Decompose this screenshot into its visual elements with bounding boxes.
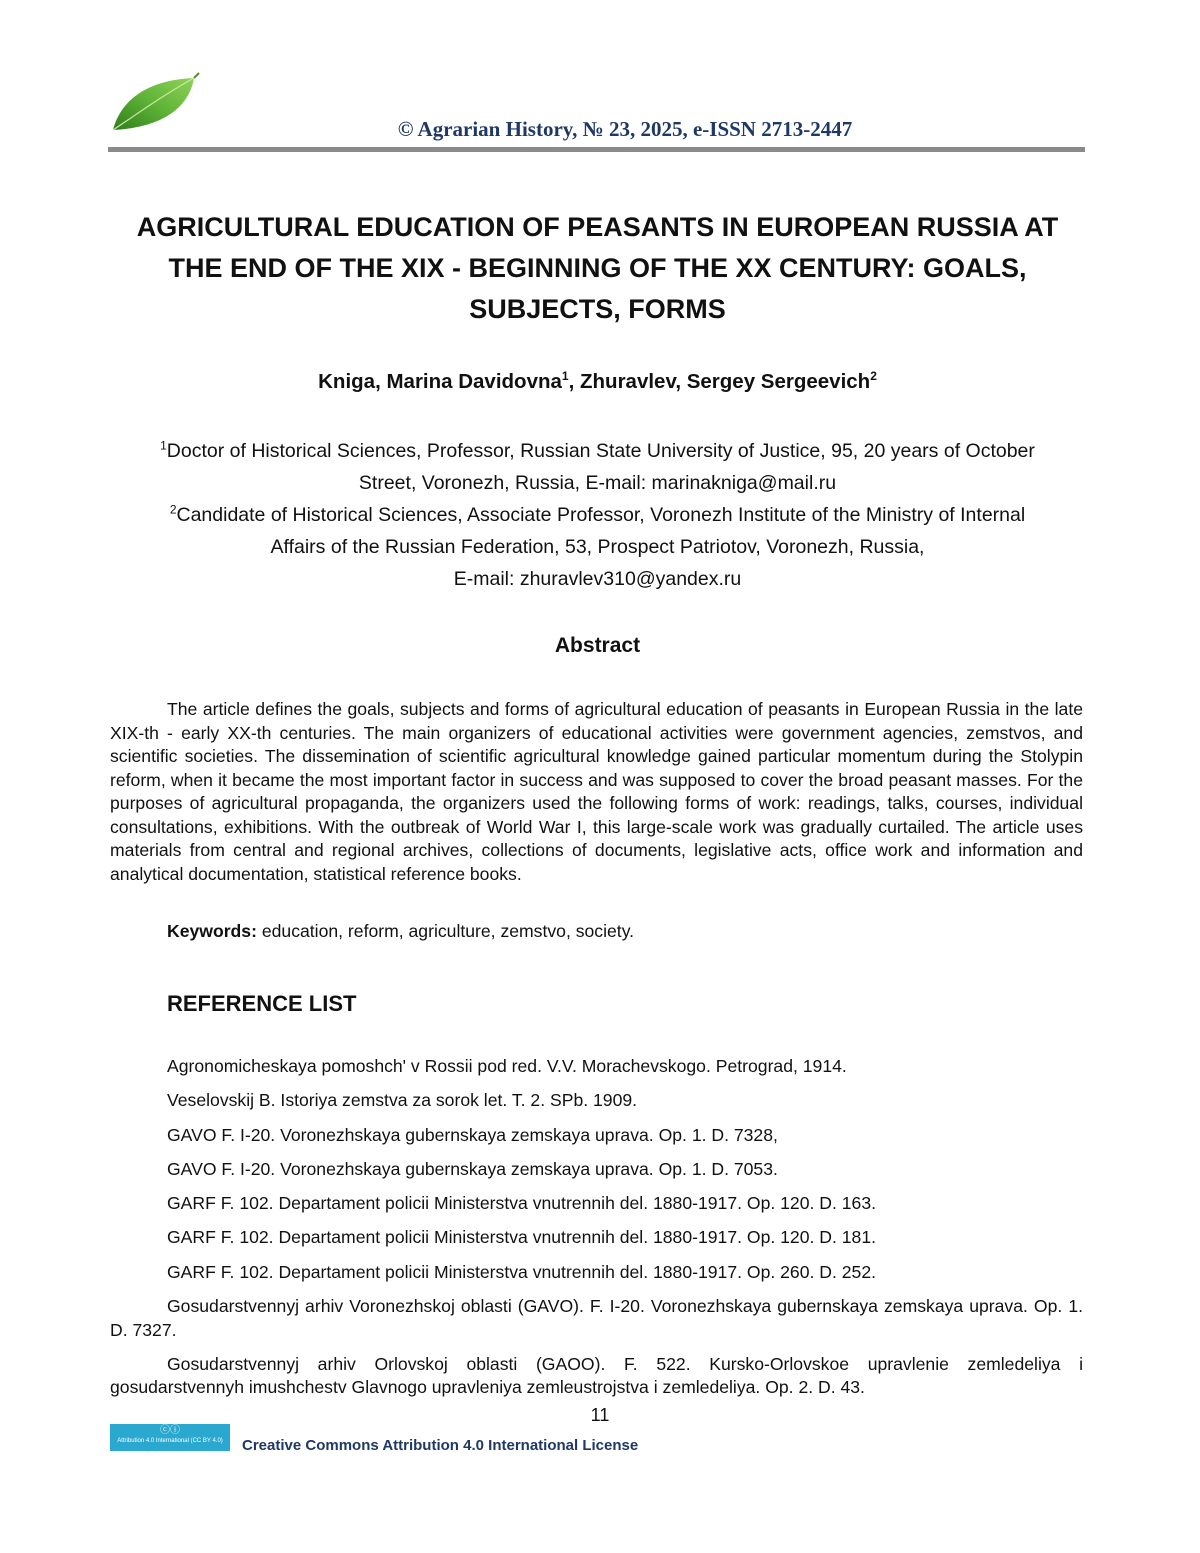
article-title [110, 207, 1085, 330]
keywords-text: education, reform, agriculture, zemstvo, society. [256, 921, 635, 941]
reference-list [110, 1055, 1083, 1411]
title-line: THE END OF THE XIX - BEGINNING OF THE XX CENTURY: GOALS, [168, 253, 1027, 283]
reference-item: GAVO F. I-20. Voronezhskaya gubernskaya zemskaya uprava. Op. 1. D. 7328, [167, 1124, 778, 1145]
cc-by-icon: ⓒⓘ [160, 1425, 180, 1436]
cc-license-badge[interactable] [110, 1424, 230, 1451]
reference-item: GAVO F. I-20. Voronezhskaya gubernskaya zemskaya uprava. Op. 1. D. 7053. [167, 1158, 778, 1179]
author-separator: , [568, 370, 580, 393]
title-line: AGRICULTURAL EDUCATION OF PEASANTS IN EUROPEAN RUSSIA AT [136, 212, 1059, 242]
reference-item: Agronomicheskaya pomoshch' v Rossii pod red. V.V. Morachevskogo. Petrograd, 1914. [167, 1056, 847, 1076]
author-name: Kniga, Marina Davidovna [318, 370, 562, 393]
keywords [167, 921, 634, 942]
reference-item: GARF F. 102. Departament policii Ministerstva vnutrennih del. 1880-1917. Op. 260. D. 252. [167, 1261, 877, 1282]
author-marker: 1 [561, 369, 569, 384]
cc-badge-text: Attribution 4.0 International (CC BY 4.0) [117, 1438, 223, 1444]
affiliation-text: E-mail: zhuravlev310@yandex.ru [453, 568, 742, 590]
affiliation-marker: 1 [160, 438, 167, 453]
journal-header: © Agrarian History, № 23, 2025, e-ISSN 2713-2447 [397, 117, 853, 141]
affiliation-text: Candidate of Historical Sciences, Associate Professor, Voronezh Institute of the Ministry of Internal [176, 504, 1026, 526]
keywords-label: Keywords: [167, 921, 257, 941]
author-name: Zhuravlev, Sergey Sergeevich [580, 370, 871, 393]
abstract-text: The article defines the goals, subjects and forms of agricultural education of peasants in European Russia in the late XIX-th - early XX-th centuries. The main organizers of educational activities were government agencies, zemstvos, and scientific societies. The dissemination of scientific agricultural knowledge gained particular momentum during the Stolypin reform, when it became the most important factor in success and was supposed to cover the broad peasant masses. For the purposes of agricultural propaganda, the organizers used the following forms of work: readings, talks, courses, individual consultations, exhibitions. With the outbreak of World War I, this large-scale work was gradually curtailed. The article uses materials from central and regional archives, collections of documents, legislative acts, office work and information and analytical documentation, statistical reference books. [110, 699, 1083, 884]
reference-item: Gosudarstvennyj arhiv Voronezhskoj oblasti (GAVO). F. I-20. Voronezhskaya gubernskaya zemskaya uprava. Op. 1. D. 7327. [110, 1296, 1083, 1340]
title-line: SUBJECTS, FORMS [469, 294, 726, 324]
affiliation-text: Doctor of Historical Sciences, Professor, Russian State University of Justice, 95, 20 years of October [166, 440, 1035, 462]
page-number: 11 [590, 1405, 610, 1425]
reference-item: GARF F. 102. Departament policii Ministerstva vnutrennih del. 1880-1917. Op. 120. D. 163. [167, 1193, 877, 1214]
journal-leaf-logo-icon [110, 72, 200, 134]
reference-item: GARF F. 102. Departament policii Ministerstva vnutrennih del. 1880-1917. Op. 120. D. 181. [167, 1227, 877, 1248]
reference-item: Gosudarstvennyj arhiv Orlovskoj oblasti (GAOO). F. 522. Kursko-Orlovskoe upravlenie zemledeliya i gosudarstvennyh imushchestv Glavnogo upravleniya zemleustrojstva i zemledeliya. Op. 2. D. 43. [110, 1353, 1083, 1398]
authors [110, 370, 1085, 394]
affiliation-text: Affairs of the Russian Federation, 53, Prospect Patriotov, Voronezh, Russia, [270, 536, 925, 558]
affiliations [110, 435, 1085, 595]
header-divider [108, 147, 1085, 152]
license-link[interactable]: Creative Commons Attribution 4.0 International License [242, 1437, 639, 1454]
abstract-heading: Abstract [554, 634, 641, 657]
affiliation-text: Street, Voronezh, Russia, E-mail: marinakniga@mail.ru [358, 472, 837, 494]
reference-item: Veselovskij B. Istoriya zemstva za sorok let. T. 2. SPb. 1909. [167, 1090, 638, 1111]
affiliation-marker: 2 [169, 502, 177, 517]
reference-list-heading: REFERENCE LIST [167, 991, 357, 1016]
author-marker: 2 [870, 369, 877, 384]
